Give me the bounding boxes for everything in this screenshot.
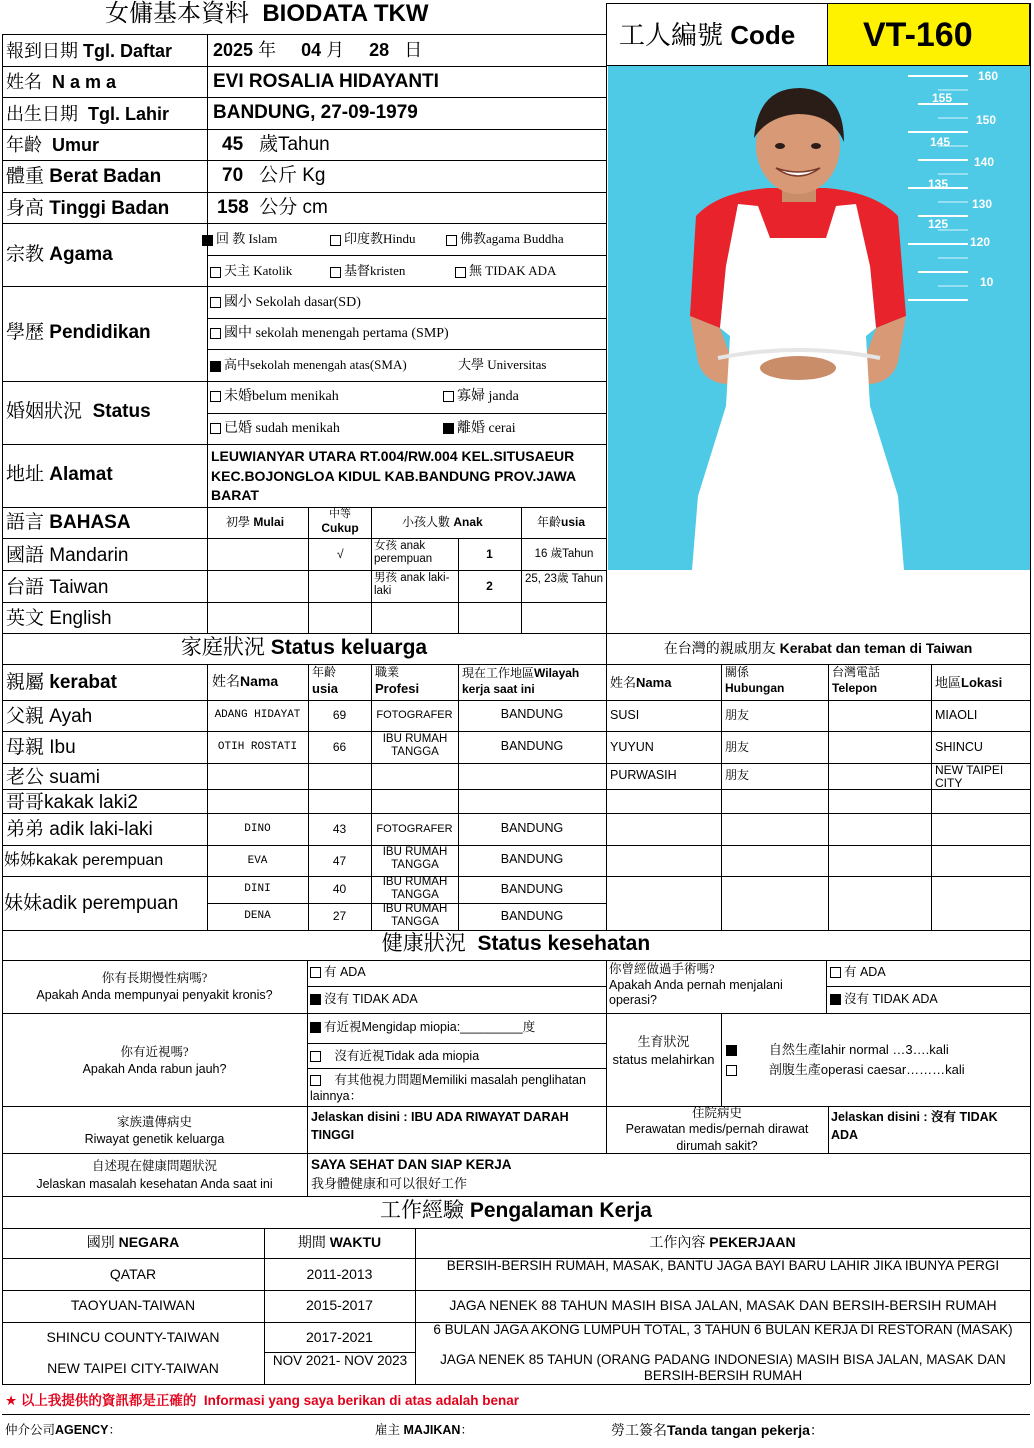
date-label: 報到日期 Tgl. Daftar [6,41,173,61]
experience-header-country: 國別 NEGARA [86,1234,180,1251]
boy-age: 25, 23歲 Tahun [524,573,603,585]
family-location: BANDUNG [500,821,564,835]
experience-country: TAOYUAN-TAIWAN [70,1297,196,1313]
relative-relation: 朋友 [725,740,750,754]
religion-option-islam[interactable]: 回 教 Islam [202,232,277,246]
family-job: IBU RUMAH TANGGA [382,733,448,758]
ruler-120: 120 [970,235,991,249]
family-age: 27 [332,909,347,923]
family-name: DENA [244,910,271,922]
myopia-yes[interactable]: 有近視Mengidap miopia:_________度 [310,1021,535,1034]
family-job: FOTOGRAFER [376,823,453,835]
experience-job: JAGA NENEK 85 TAHUN (ORANG PADANG INDONESIA) MASIH BISA JALAN, MASAK DAN BERSIH-BERSIH RUMAH [440,1352,1006,1384]
relation-ayah: 父親 Ayah [6,706,93,727]
ruler-10: 10 [980,275,994,289]
weight-label: 體重 Berat Badan [6,166,162,187]
family-location: BANDUNG [500,852,564,866]
marital-option-divorced[interactable]: 離婚 cerai [443,422,516,436]
religion-label: 宗教 Agama [6,244,113,265]
relatives-title: 在台灣的親戚朋友 Kerabat dan teman di Taiwan [663,640,973,657]
marital-option-widow[interactable]: 寡婦 janda [443,390,519,404]
name-value: EVI ROSALIA HIDAYANTI [213,71,439,92]
girl-label: 女孩 anak perempuan [374,540,433,566]
language-childage-header: 年齡usia [537,515,586,529]
birth-status-label: 生育狀況 status melahirkan [612,1034,715,1068]
current-health-answer-zh: 我身體健康和可以很好工作 [311,1176,468,1191]
family-age: 69 [332,708,347,722]
experience-period: 2015-2017 [306,1297,373,1313]
worker-code: VT-160 [863,16,973,54]
relatives-header-name: 姓名Nama [610,675,672,690]
family-name: EVA [247,855,268,867]
family-age: 40 [332,882,347,896]
ruler-145: 145 [930,135,951,149]
family-age: 66 [332,740,347,754]
height-value: 158 公分 cm [217,197,328,218]
family-age: 47 [332,854,347,868]
myopia-question: 你有近視嗎? Apakah Anda rabun jauh? [82,1045,227,1076]
relation-adik-perempuan: 妹妹adik perempuan [4,893,179,914]
marital-option-single[interactable]: 未婚belum menikah [210,390,339,404]
family-job: IBU RUMAH TANGGA [382,846,448,871]
address-line3: BARAT [211,487,259,503]
family-name: DINO [244,823,271,835]
family-header-job: 職業 Profesi [375,665,420,697]
surgery-yes[interactable]: 有 ADA [830,966,886,979]
signature-label: 勞工簽名Tanda tangan pekerja： [611,1422,824,1439]
family-job: IBU RUMAH TANGGA [382,903,448,928]
experience-header-job: 工作內容 PEKERJAAN [649,1234,796,1251]
birth-caesar[interactable]: 剖腹生產operasi caesar………kali [726,1063,965,1076]
date-value: 2025 年 04 月 28 日 [213,40,423,60]
education-option-univ[interactable]: 大學 Universitas [458,357,547,372]
surgery-no[interactable]: 沒有 TIDAK ADA [830,993,938,1006]
worker-photo [608,66,1030,570]
education-option-sma[interactable]: 高中sekolah menengah atas(SMA) [210,358,407,372]
language-label: 語言 BAHASA [6,512,131,533]
experience-country: NEW TAIPEI CITY-TAIWAN [47,1360,219,1376]
surgery-question: 你曾經做過手術嗎? Apakah Anda pernah menjalani operasi? [609,962,783,1008]
hospital-answer: Jelaskan disini : 沒有 TIDAK ADA [831,1110,998,1142]
photo-illustration [608,66,1030,570]
chronic-yes[interactable]: 有 ADA [310,966,366,979]
experience-country: QATAR [109,1266,157,1282]
mandarin-mid-check: √ [337,547,344,561]
language-taiwan: 台語 Taiwan [6,577,109,598]
code-label-cell: 工人編號 Code [606,3,828,66]
education-option-sd[interactable]: 國小 Sekolah dasar(SD) [210,296,361,310]
education-option-smp[interactable]: 國中 sekolah menengah pertama (SMP) [210,327,449,341]
relation-kakak-perempuan: 姊姊kakak perempuan [4,852,164,869]
girl-age: 16 歲Tahun [534,548,594,560]
current-health-label: 自述現在健康問題狀況 Jelaskan masalah kesehatan Anda saat ini [36,1159,273,1191]
experience-country: SHINCU COUNTY-TAIWAN [46,1329,220,1345]
experience-job: 6 BULAN JAGA AKONG LUMPUH TOTAL, 3 TAHUN 6 BULAN KERJA DI RESTORAN (MASAK) [433,1322,1013,1337]
ruler-125: 125 [928,217,949,231]
experience-title: 工作經驗 Pengalaman Kerja [380,1198,652,1222]
declaration: ★ 以上我提供的資訊都是正確的 Informasi yang saya berikan di atas adalah benar [5,1393,520,1408]
title: 女傭基本資料 BIODATA TKW [105,0,429,27]
family-location: BANDUNG [500,882,564,896]
relative-name: SUSI [610,708,640,722]
genetic-answer: Jelaskan disini : IBU ADA RIWAYAT DARAH TINGGI [311,1110,569,1142]
boy-count: 2 [486,579,493,593]
religion-option-hindu[interactable]: 印度教Hindu [330,232,416,246]
religion-option-kristen[interactable]: 基督kristen [330,264,405,278]
family-name: OTIH ROSTATI [217,741,298,753]
address-line2: KEC.BOJONGLOA KIDUL KAB.BANDUNG PROV.JAWA [211,468,577,484]
code-value-cell [827,3,1030,66]
chronic-no[interactable]: 沒有 TIDAK ADA [310,993,418,1006]
religion-option-none[interactable]: 無 TIDAK ADA [455,264,556,278]
chronic-question: 你有長期慢性病嗎? Apakah Anda mempunyai penyakit kronis? [36,971,273,1002]
birth-value: BANDUNG, 27-09-1979 [213,102,418,123]
myopia-other[interactable]: 有其他視力問題Memiliki masalah penglihatan lainnya： [310,1073,586,1104]
address-line1: LEUWIANYAR UTARA RT.004/RW.004 KEL.SITUSAEUR [211,448,575,464]
myopia-no[interactable]: 沒有近視Tidak ada miopia [310,1050,479,1063]
language-children-header: 小孩人數 Anak [402,515,483,529]
relation-kakak-laki: 哥哥kakak laki2 [6,792,138,813]
ruler-150: 150 [976,113,997,127]
ruler-135: 135 [928,177,949,191]
language-mandarin: 國語 Mandarin [6,545,129,566]
age-label: 年齡 Umur [6,135,100,155]
family-age: 43 [332,822,347,836]
family-job: IBU RUMAH TANGGA [382,876,448,901]
family-name: DINI [244,883,271,895]
family-location: BANDUNG [500,707,564,721]
language-basic-header: 初學 Mulai [226,515,285,529]
genetic-label: 家族遺傳病史 Riwayat genetik keluarga [84,1115,225,1146]
religion-option-katolik[interactable]: 天主 Katolik [210,264,292,278]
education-label: 學歷 Pendidikan [6,322,151,343]
girl-count: 1 [486,547,493,561]
family-header-relation: 親屬 kerabat [6,672,117,693]
relatives-header-location: 地區Lokasi [935,675,1003,690]
experience-job: JAGA NENEK 88 TAHUN MASIH BISA JALAN, MASAK DAN BERSIH-BERSIH RUMAH [449,1297,997,1313]
agency-label: 仲介公司AGENCY： [5,1423,122,1437]
ruler-140: 140 [974,155,995,169]
marital-option-married[interactable]: 已婚 sudah menikah [210,422,340,436]
family-location: BANDUNG [500,909,564,923]
health-title: 健康狀況 Status kesehatan [381,931,651,955]
family-job: FOTOGRAFER [376,709,453,721]
language-mid-header: 中等 Cukup [321,508,359,536]
birth-normal[interactable]: 自然生產lahir normal …3….kali [726,1043,949,1056]
relation-suami: 老公 suami [6,767,100,788]
name-label: 姓名 N a m a [6,72,117,92]
relative-name: PURWASIH [610,768,677,782]
ruler-130: 130 [972,197,993,211]
family-name: ADANG HIDAYAT [214,709,301,721]
family-header-name: 姓名Nama [212,673,279,690]
weight-value: 70 公斤 Kg [222,165,326,186]
hospital-label: 住院病史 Perawatan medis/pernah dirawat dirumah sakit? [625,1106,809,1153]
relative-location: MIAOLI [935,708,978,722]
boy-label: 男孩 anak laki-laki [374,572,450,598]
relatives-header-relation: 關係 Hubungan [725,665,785,696]
family-header-age: 年齡 usia [312,665,339,697]
relation-adik-laki: 弟弟 adik laki-laki [6,819,153,840]
experience-period: 2017-2021 [306,1329,373,1345]
experience-header-period: 期間 WAKTU [297,1234,382,1251]
relative-name: YUYUN [610,740,654,754]
relative-relation: 朋友 [725,708,750,722]
experience-job: BERSIH-BERSIH RUMAH, MASAK, BANTU JAGA BAYI BARU LAHIR JIKA IBUNYA PERGI [446,1258,1000,1273]
marital-label: 婚姻狀況 Status [6,401,151,422]
address-label: 地址 Alamat [6,464,113,485]
family-location: BANDUNG [500,739,564,753]
employer-label: 雇主 MAJIKAN： [375,1423,473,1437]
relative-location: SHINCU [935,740,983,754]
experience-period: NOV 2021- NOV 2023 [272,1353,408,1368]
height-label: 身高 Tinggi Badan [6,198,170,219]
family-title: 家庭狀況 Status keluarga [180,635,428,659]
language-english: 英文 English [6,608,112,629]
ruler-160: 160 [978,69,999,83]
ruler-155: 155 [932,91,953,105]
relative-relation: 朋友 [725,768,750,782]
birth-label: 出生日期 Tgl. Lahir [6,104,170,124]
relatives-header-phone: 台灣電話 Telepon [832,665,881,696]
relation-ibu: 母親 Ibu [6,737,76,758]
family-header-location: 現在工作地區Wilayah kerja saat ini [462,666,580,697]
religion-option-buddha[interactable]: 佛教agama Buddha [446,232,564,246]
age-value: 45 歲Tahun [222,134,330,155]
relative-location: NEW TAIPEI CITY [935,763,1004,791]
experience-period: 2011-2013 [306,1266,373,1282]
current-health-answer: SAYA SEHAT DAN SIAP KERJA [311,1157,512,1172]
